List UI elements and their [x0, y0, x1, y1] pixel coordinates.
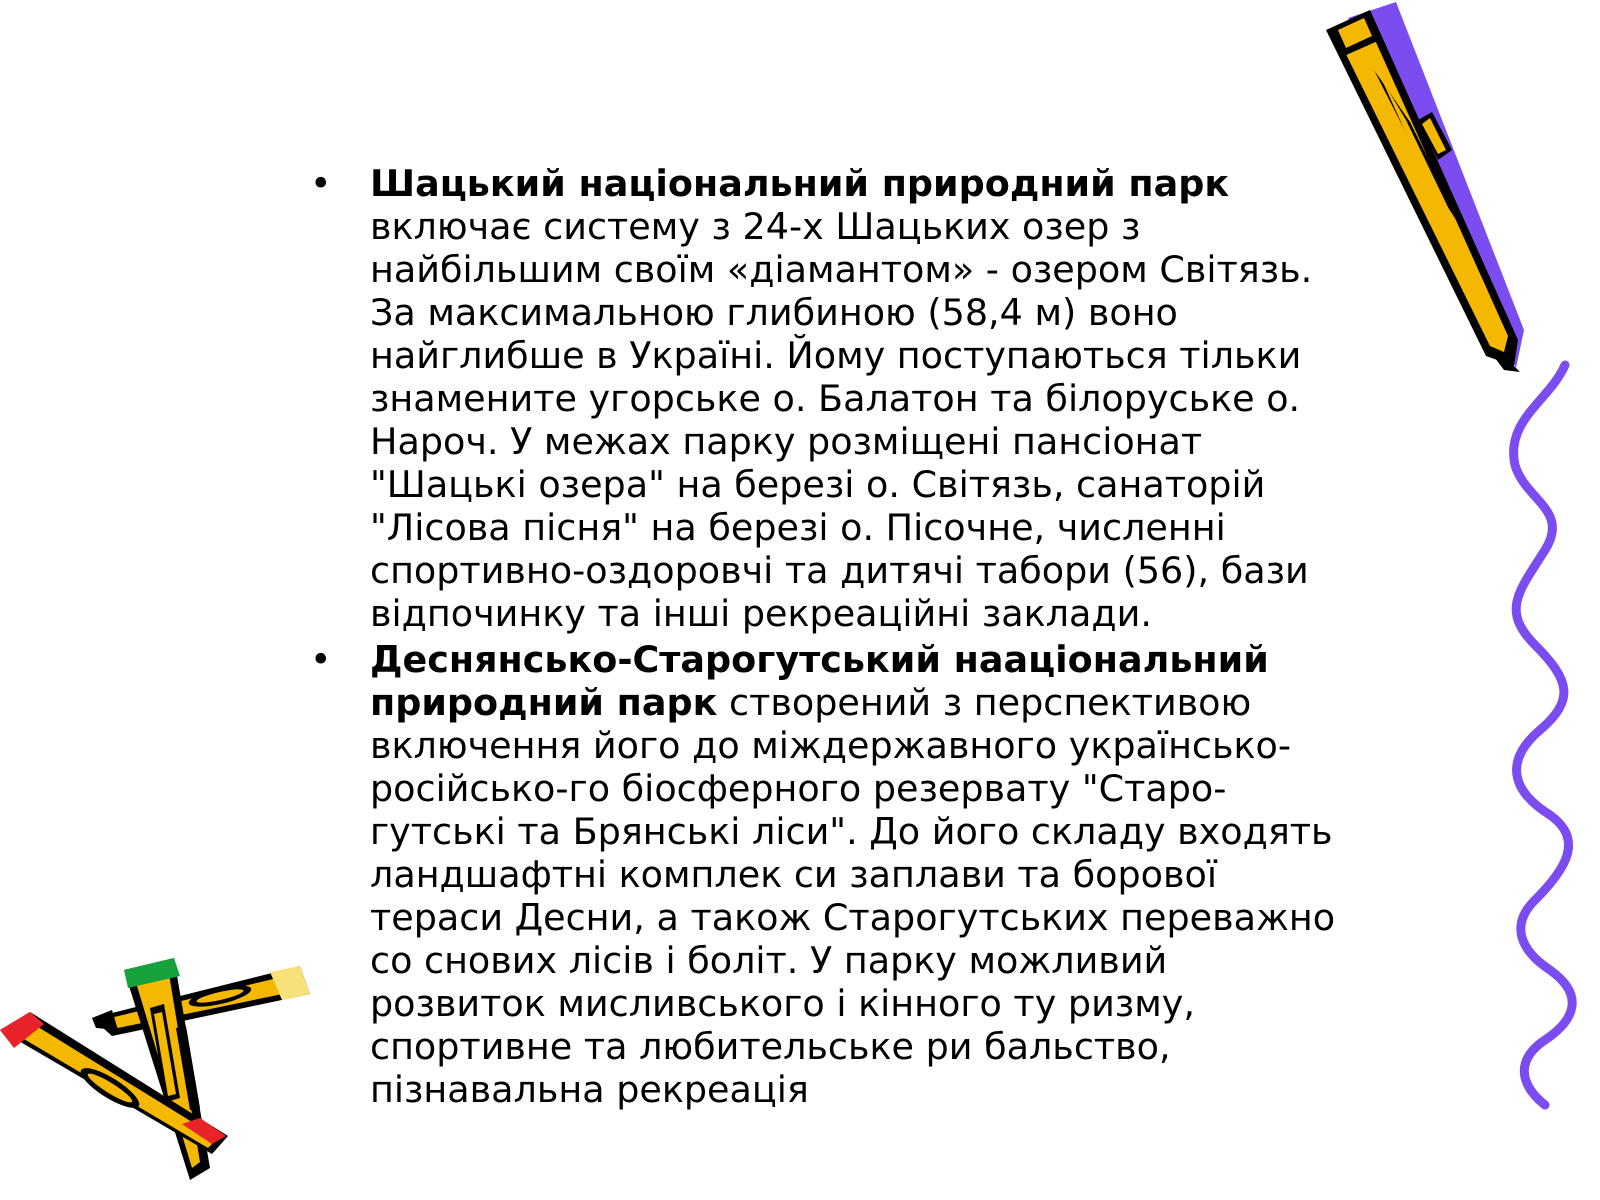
text-line: ландшафтні комплек си заплави та борової — [370, 853, 1217, 896]
text-line: "Шацькі озера" на березі о. Світязь, санаторій — [370, 463, 1266, 506]
crossed-pencils-icon — [0, 948, 330, 1188]
bullet-list — [310, 162, 1450, 1111]
bullet-shatsky-park — [310, 162, 1450, 635]
text-line: Деснянсько-Старогутський нааціональний — [370, 638, 1269, 681]
text-line: тераси Десни, а також Старогутських переважно — [370, 896, 1336, 939]
text-line: За максимальною глибиною (58,4 м) воно — [370, 291, 1178, 334]
text-line: знамените угорське о. Балатон та білоруське о. — [370, 377, 1301, 420]
text-line: включає систему з 24-х Шацьких озер з — [370, 205, 1141, 248]
text-line: найглибше в Україні. Йому поступаються тільки — [370, 334, 1302, 377]
text-line: відпочинку та інші рекреаційні заклади. — [370, 592, 1152, 635]
text-line: Нароч. У межах парку розміщені пансіонат — [370, 420, 1203, 463]
text-line: пізнавальна рекреація — [370, 1068, 809, 1111]
text-line: російсько-го біосферного резервату "Старо- — [370, 767, 1227, 810]
text-line: со снових лісів і боліт. У парку можливий — [370, 939, 1168, 982]
bullet-desna-park — [310, 638, 1450, 1111]
text-line: спортивне та любительське ри бальство, — [370, 1025, 1171, 1068]
text-line: "Лісова пісня" на березі о. Пісочне, численні — [370, 506, 1226, 549]
text-line: розвиток мисливського і кінного ту ризму, — [370, 982, 1195, 1025]
text-line: включення його до міждержавного українсько- — [370, 724, 1292, 767]
text-line: найбільшим своїм «діамантом» - озером Світязь. — [370, 248, 1313, 291]
text-line: гутські та Брянські ліси". До його складу входять — [370, 810, 1333, 853]
bullet-marker: • — [310, 638, 332, 681]
bullet-marker: • — [310, 162, 332, 205]
text-line: Шацький національний природний парк — [370, 162, 1230, 205]
text-line: спортивно-оздоровчі та дитячі табори (56), бази — [370, 549, 1309, 592]
squiggle-line-icon — [1490, 360, 1600, 1120]
text-line: природний парк створений з перспективою — [370, 681, 1252, 724]
